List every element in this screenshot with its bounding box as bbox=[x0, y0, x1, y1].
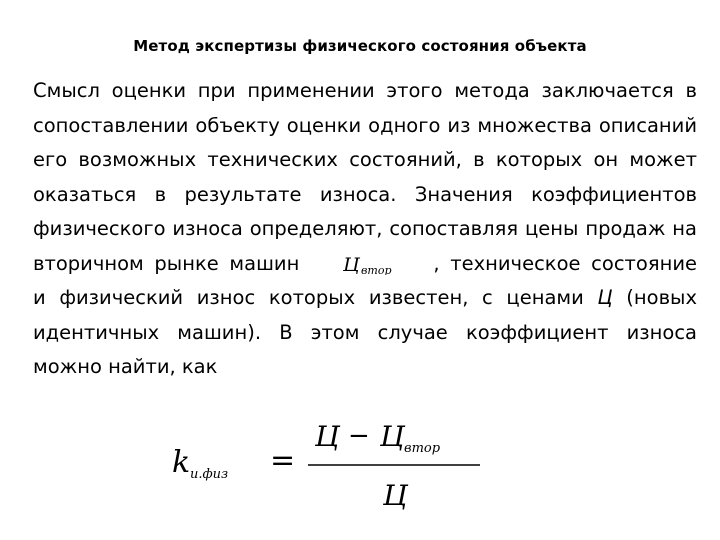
inline-formula-subscript: втор bbox=[361, 263, 392, 275]
formula-lhs-subscript: и.физ bbox=[190, 467, 229, 482]
formula-denominator: Ц bbox=[383, 479, 408, 512]
formula-minus: − bbox=[348, 421, 370, 451]
inline-formula-symbol: Ц bbox=[343, 253, 360, 275]
formula-svg bbox=[170, 412, 500, 532]
price-symbol: Ц bbox=[597, 286, 613, 309]
paragraph-segment-3: (новых идентичных машин). В этом случае коэффициент износа можно найти, как bbox=[33, 286, 697, 378]
wear-coefficient-formula bbox=[170, 412, 500, 532]
formula-numerator-b-subscript: втор bbox=[404, 441, 441, 456]
paragraph-segment-2: , техническое состояние и физический износ которых известен, с ценами bbox=[33, 251, 697, 309]
inline-formula-used-price bbox=[317, 253, 427, 275]
slide-title: Метод экспертизы физического состояния объекта bbox=[133, 37, 587, 55]
inline-formula-svg bbox=[317, 253, 427, 275]
formula-numerator-a: Ц bbox=[315, 420, 340, 453]
paragraph-segment-1: Смысл оценки при применении этого метода заключается в сопоставлении объекту оценки одного из множества описаний его возможных технических состояний, в которых он может оказаться в результате износа. Значения коэффициентов физического износа определяют, сопоставляя цены продаж на вторичном рынке машин bbox=[33, 79, 697, 275]
formula-lhs-symbol: k bbox=[172, 445, 191, 480]
formula-equals: = bbox=[270, 443, 296, 478]
body-paragraph bbox=[33, 74, 697, 385]
formula-numerator-b: Ц bbox=[380, 420, 405, 453]
